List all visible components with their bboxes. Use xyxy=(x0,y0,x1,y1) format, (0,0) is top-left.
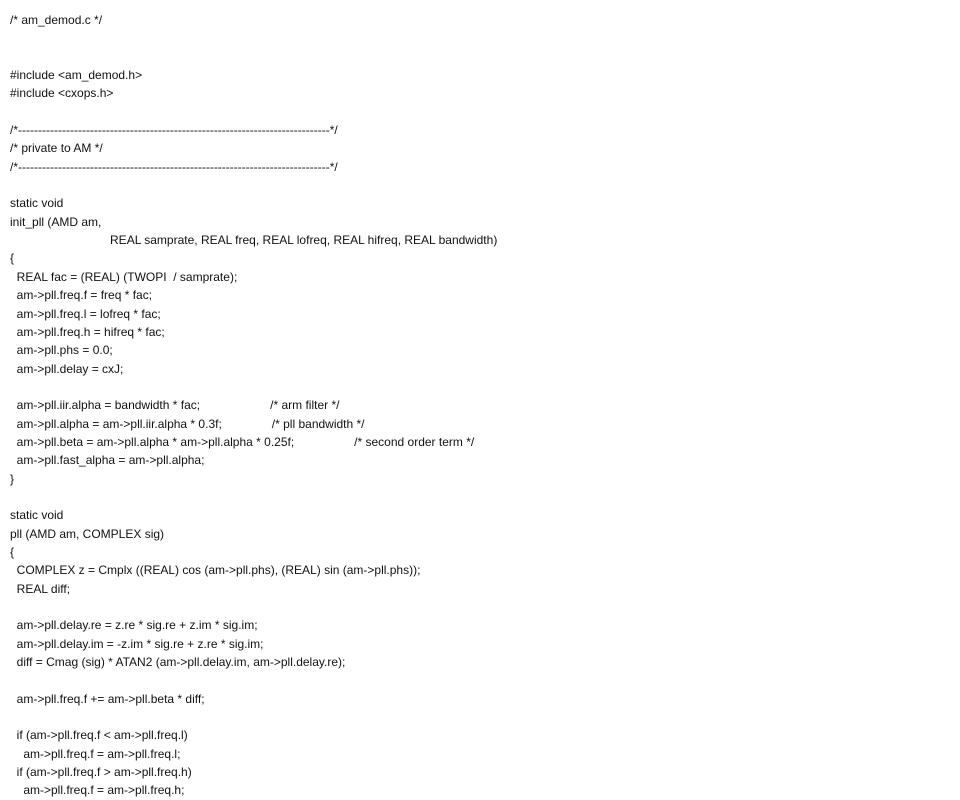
code-line-40: if (am->pll.freq.f < am->pll.freq.l) xyxy=(10,728,188,743)
code-line-16: am->pll.freq.f = freq * fac; xyxy=(10,288,153,303)
code-line-29: pll (AMD am, COMPLEX sig) xyxy=(10,526,165,541)
code-line-38: am->pll.freq.f += am->pll.beta * diff; xyxy=(10,691,205,706)
code-line-3 xyxy=(10,48,950,66)
code-line-10 xyxy=(10,176,950,194)
code-line-35: am->pll.delay.im = -z.im * sig.re + z.re * sig.im; xyxy=(10,636,264,651)
code-line-25: am->pll.fast_alpha = am->pll.alpha; xyxy=(10,453,205,468)
code-line-14: { xyxy=(10,251,15,266)
code-listing xyxy=(10,11,950,800)
code-line-12: init_pll (AMD am, xyxy=(10,214,102,229)
code-line-7: /*------------------------------------------------------------------------------*/ xyxy=(10,123,338,138)
code-line-20: am->pll.delay = cxJ; xyxy=(10,361,124,376)
code-line-6 xyxy=(10,103,950,121)
code-line-22: am->pll.iir.alpha = bandwidth * fac; /* arm filter */ xyxy=(10,398,340,413)
code-line-24: am->pll.beta = am->pll.alpha * am->pll.alpha * 0.25f; /* second order term */ xyxy=(10,434,475,449)
code-line-42: if (am->pll.freq.f > am->pll.freq.h) xyxy=(10,765,192,780)
code-line-17: am->pll.freq.l = lofreq * fac; xyxy=(10,306,161,321)
code-line-9: /*------------------------------------------------------------------------------*/ xyxy=(10,159,338,174)
code-line-1: /* am_demod.c */ xyxy=(10,13,103,27)
code-line-21 xyxy=(10,378,950,396)
code-line-19: am->pll.phs = 0.0; xyxy=(10,343,113,358)
code-line-13: REAL samprate, REAL freq, REAL lofreq, REAL hifreq, REAL bandwidth) xyxy=(10,233,498,248)
code-line-11: static void xyxy=(10,196,64,211)
code-line-15: REAL fac = (REAL) (TWOPI / samprate); xyxy=(10,269,238,284)
code-line-5: #include <cxops.h> xyxy=(10,86,114,101)
code-line-23: am->pll.alpha = am->pll.iir.alpha * 0.3f; /* pll bandwidth */ xyxy=(10,416,365,431)
code-line-39 xyxy=(10,708,950,726)
code-line-43: am->pll.freq.f = am->pll.freq.h; xyxy=(10,783,185,798)
code-line-36: diff = Cmag (sig) * ATAN2 (am->pll.delay.im, am->pll.delay.re); xyxy=(10,655,346,670)
code-line-30: { xyxy=(10,544,15,559)
code-line-26: } xyxy=(10,471,15,486)
code-line-4: #include <am_demod.h> xyxy=(10,68,143,83)
code-line-31: COMPLEX z = Cmplx ((REAL) cos (am->pll.phs), (REAL) sin (am->pll.phs)); xyxy=(10,563,421,578)
code-line-37 xyxy=(10,671,950,689)
code-line-28: static void xyxy=(10,508,64,523)
code-line-2 xyxy=(10,29,950,47)
code-line-8: /* private to AM */ xyxy=(10,141,103,156)
code-line-33 xyxy=(10,598,950,616)
code-line-18: am->pll.freq.h = hifreq * fac; xyxy=(10,324,165,339)
code-line-27 xyxy=(10,488,950,506)
code-line-41: am->pll.freq.f = am->pll.freq.l; xyxy=(10,746,181,761)
code-line-32: REAL diff; xyxy=(10,581,71,596)
code-line-34: am->pll.delay.re = z.re * sig.re + z.im * sig.im; xyxy=(10,618,258,633)
